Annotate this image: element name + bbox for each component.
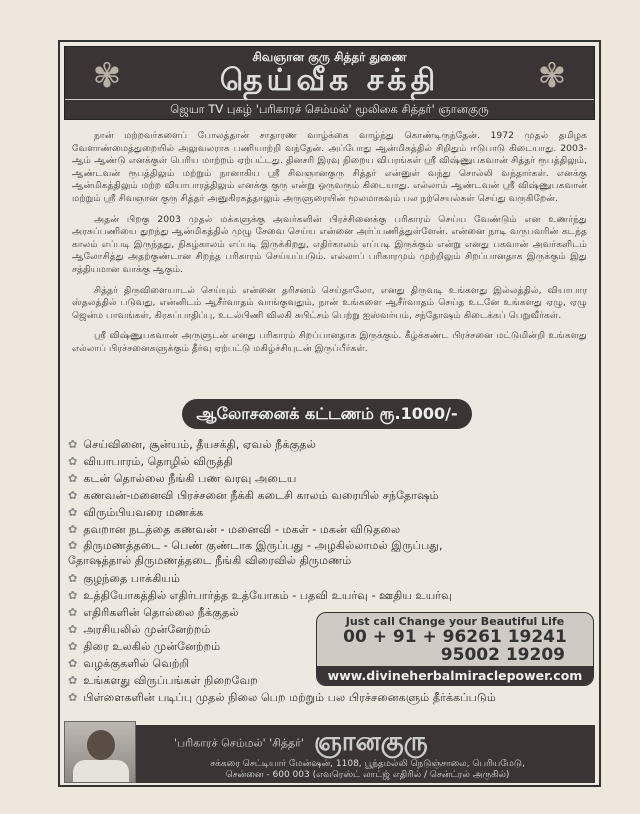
flower-bullet-icon: ✿ — [68, 438, 78, 451]
service-label: வழக்குகளில் வெற்றி — [83, 657, 190, 670]
flower-bullet-icon: ✿ — [68, 674, 78, 687]
flower-bullet-icon: ✿ — [68, 572, 78, 585]
service-label: உங்களது விருப்பங்கள் நிறைவேற — [83, 674, 258, 687]
service-label: உத்தியோகத்தில் எதிர்பார்த்த உத்யோகம் - பதவி உயர்வு - ஊதிய உயர்வு — [83, 589, 452, 602]
body-text — [72, 130, 587, 364]
consultation-fee-badge: ஆலோசனைக் கட்டணம் ரூ.1000/- — [182, 399, 472, 429]
service-label: தவறான நடத்தை கணவன் - மனைவி - மகள் - மகன் விடுதலை — [83, 523, 401, 536]
service-label: திரை உலகில் முன்னேற்றம் — [83, 640, 221, 653]
portrait-photo — [64, 721, 136, 783]
flower-bullet-icon: ✿ — [68, 623, 78, 636]
service-label: திருமணத்தடை - பெண் குண்டாக இருப்பது - அழகில்லாமல் இருப்பது, தோஷத்தால் திருமணத்தடை நீங்கி விரைவில் திருமணம் — [68, 539, 443, 567]
service-label: அரசியலில் முன்னேற்றம் — [83, 623, 211, 636]
flower-bullet-icon: ✿ — [68, 606, 78, 619]
service-label: கடன் தொல்லை நீங்கி பண வரவு அடைய — [83, 472, 297, 485]
service-label: செய்வினை, சூன்யம், தீயசக்தி, ஏவல் நீக்குதல் — [83, 438, 316, 451]
paragraph: நான் மற்றவர்களைப் போலத்தான் சாதாரண வாழ்க்கை வாழ்ந்து கொண்டிருந்தேன். 1972 முதல் தமிழக வேளாண்மைத்துறையில் அலுவலராக பணியாற்றி வந்தேன். அப்போது ஆன்மிகத்தில் சிறிதும் ஈடுபாடு கிடையாது. 2003-ஆம் ஆண்டு எனக்குள் பெரிய மாற்றம் ஏற்பட்டது. தினசரி இரவு நிறைய விபரங்கள் ஸ்ரீ விஷ்ணுபகவான் சித்தர் ரூபத்திலும், ஆண்டவன் ரூபத்திலும் மற்றும் நானாகிய ஸ்ரீ சிவஞானகுரு சித்தர் என்னுள் வந்து சொல்லி வந்தார்கள். எனக்கு ஆன்மிகத்திலும் மற்ற வியாபாரத்திலும் எனக்கு குரு என்று ஒருவரும் கிடையாது. எல்லாம் ஆண்டவன் ஸ்ரீ விஷ்ணுபகவான் மற்றும் ஸ்ரீ சிவஞான குரு சித்தர் அனுகிரகத்தாலும் அருளுரையின் மூலமாகவும் பல நற்செயல்கள் செய்து வருகிறேன். — [72, 130, 587, 204]
ad-title: தெய்வீக சக்தி — [219, 63, 440, 98]
list-item — [68, 487, 508, 504]
contact-tagline: Just call Change your Beautiful Life — [345, 615, 565, 628]
bee-icon: ✾ — [537, 56, 567, 96]
address-line: சக்கரை செட்டியார் மேன்ஷன், 1108, பூந்தமல்லி நெடுஞ்சாலை, பெரியமேடு, — [210, 759, 525, 769]
list-item — [68, 470, 508, 487]
flower-bullet-icon: ✿ — [68, 489, 78, 502]
contact-box — [316, 612, 594, 686]
flower-bullet-icon: ✿ — [68, 506, 78, 519]
footer-titles: 'பரிகாரச் செம்மல்' 'சித்தர்' — [174, 736, 304, 750]
footer-name: ஞானகுரு — [313, 727, 428, 757]
header-subtitle: ஜெயா TV புகழ் 'பரிகாரச் செம்மல்' மூலிகை சித்தர்' ஞானகுரு — [65, 99, 594, 119]
flower-bullet-icon: ✿ — [68, 640, 78, 653]
address — [146, 759, 589, 781]
list-item — [68, 570, 508, 587]
service-label: குழந்தை பாக்கியம் — [83, 572, 180, 585]
footer-banner — [64, 725, 595, 783]
header-banner — [64, 46, 595, 120]
flower-bullet-icon: ✿ — [68, 523, 78, 536]
paragraph: சித்தர் திருவிளையாடல் செய்யும் என்னை தரிசனம் செய்தாலோ, எனது திருவடி உங்களது இல்லத்தில், வியாபார ஸ்தலத்தில் படுவது, என்னிடம் ஆசீர்வாதம் வாங்குவதும், நான் உங்களை ஆசீர்வாதம் செய்த உடனே உங்களது ஏழு, ஏழு ஜென்ம பாவங்கள், கிரகப்பாதிப்பு, உடல்பிணி விலகி சுபிட்சம் பெற்று ஐஸ்வர்யம், சந்தோஷம் கிடைக்கப் பெறுவீர்கள். — [72, 284, 587, 321]
phone-number-2[interactable]: 95002 19209 — [440, 645, 565, 665]
list-item — [68, 453, 508, 470]
list-item — [68, 538, 508, 570]
list-item — [68, 521, 508, 538]
list-item — [68, 587, 508, 604]
flower-bullet-icon: ✿ — [68, 589, 78, 602]
list-item — [68, 504, 508, 521]
flower-bullet-icon: ✿ — [68, 455, 78, 468]
service-label: கணவன்-மனைவி பிரச்சனை நீக்கி கடைசி காலம் வரையில் சந்தோஷம் — [83, 489, 439, 502]
paragraph: அதன் பிறகு 2003 முதல் மக்களுக்கு அவர்களின் பிரச்சினைக்கு பரிகாரம் செய்ய வேண்டும் என உணர்ந்து அரசுப்பணியை துறந்து ஆன்மிகத்தில் முழு சேவை செய்ய என்னை அர்ப்பணித்துள்ளேன். என்னை நாடி வருபவரின் கடந்த காலம் எப்படி இருந்தது, நிகழ்காலம் எப்படி இருக்கிறது, எதிர்காலம் எப்படி இருக்கும் என்று எனது பகவான் அவர்களிடம் ஆலோசித்து அதற்குண்டான சிறந்த பரிகாரம் செய்யப்படும். எல்லாப் பரிகாரமும் முற்றிலும் சிறப்பானதாக இருக்கும் இது சத்தியமான வாக்கு ஆகும். — [72, 213, 587, 275]
phone-number-1[interactable]: 00 + 91 + 96261 19241 — [343, 627, 567, 647]
service-label: விரும்பியவரை மணக்க — [83, 506, 204, 519]
paragraph: ஸ்ரீ விஷ்ணுபகவான் அருளுடன் எனது பரிகாரம் சிறப்பானதாக இருக்கும். கீழ்க்கண்ட பிரச்சனை மட்டுமின்றி உங்களது எல்லாப் பிரச்சனைகளுக்கும் தீர்வு ஏற்பட்டு மகிழ்ச்சியுடன் இருப்பீர்கள். — [72, 330, 587, 354]
flower-bullet-icon: ✿ — [68, 472, 78, 485]
service-label: வியாபாரம், தொழில் விருத்தி — [83, 455, 233, 468]
flower-bullet-icon: ✿ — [68, 691, 78, 704]
website-link[interactable]: www.divineherbalmiraclepower.com — [317, 666, 593, 685]
bee-icon: ✾ — [92, 56, 122, 96]
list-item — [68, 689, 508, 706]
header-guide: சிவஞான குரு சித்தர் துணை — [252, 50, 407, 64]
service-label: எதிரிகளின் தொல்லை நீக்குதல் — [83, 606, 239, 619]
advertisement — [58, 40, 601, 787]
list-item — [68, 436, 508, 453]
address-line: சென்னை - 600 003 (எவரெஸ்ட் லாட்ஜ் எதிரில் / சென்ட்ரல் அருகில்) — [225, 770, 510, 780]
flower-bullet-icon: ✿ — [68, 657, 78, 670]
service-label: பிள்ளைகளின் படிப்பு முதல் நிலை பெற மற்றும் பல பிரச்சனைகளும் தீர்க்கப்படும் — [83, 691, 496, 704]
flower-bullet-icon: ✿ — [68, 539, 78, 552]
